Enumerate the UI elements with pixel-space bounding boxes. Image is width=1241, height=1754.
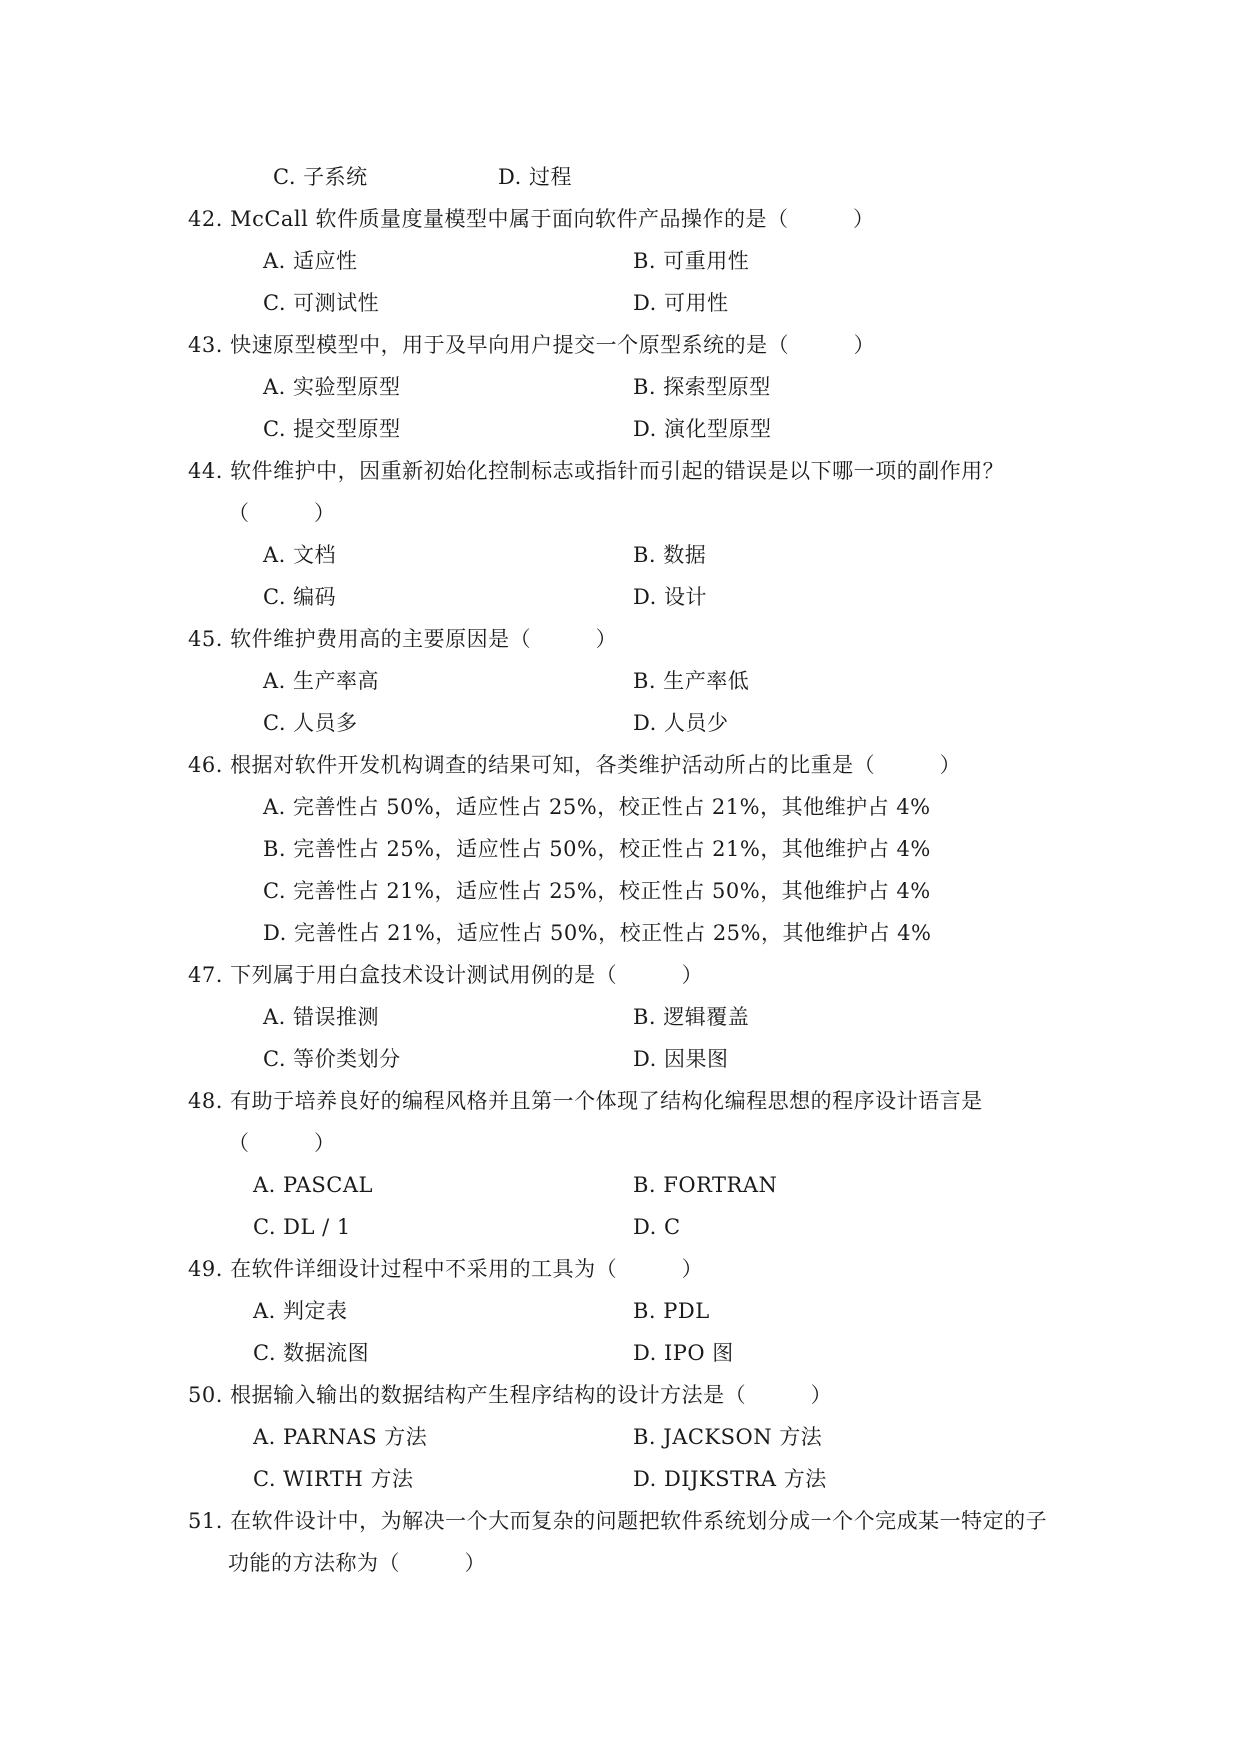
question-48-stem: 48. 有助于培养良好的编程风格并且第一个体现了结构化编程思想的程序设计语言是 [188,1089,983,1113]
question-46-option-c: C. 完善性占 21%，适应性占 25%，校正性占 50%，其他维护占 4% [263,879,931,903]
question-48-option-a: A. PASCAL [253,1173,373,1197]
question-51-stem-continued: 功能的方法称为（ ） [228,1551,486,1575]
question-44-option-a: A. 文档 [263,543,337,567]
question-47-option-c: C. 等价类划分 [263,1047,401,1071]
question-46-option-d: D. 完善性占 21%，适应性占 50%，校正性占 25%，其他维护占 4% [263,921,932,945]
question-49-option-d: D. IPO 图 [633,1341,734,1365]
question-45-stem: 45. 软件维护费用高的主要原因是（ ） [188,627,618,651]
question-50-option-d: D. DIJKSTRA 方法 [633,1467,827,1491]
question-43-stem: 43. 快速原型模型中，用于及早向用户提交一个原型系统的是（ ） [188,333,876,357]
question-47-stem: 47. 下列属于用白盒技术设计测试用例的是（ ） [188,963,704,987]
option-c-subsystem: C. 子系统 [273,165,368,189]
question-48-option-d: D. C [633,1215,681,1239]
question-51-stem: 51. 在软件设计中，为解决一个大而复杂的问题把软件系统划分成一个个完成某一特定的子 [188,1509,1048,1533]
question-49-option-a: A. 判定表 [253,1299,348,1323]
question-44-option-b: B. 数据 [633,543,707,567]
question-45-option-d: D. 人员少 [633,711,729,735]
question-42-stem: 42. McCall 软件质量度量模型中属于面向软件产品操作的是（ ） [188,207,875,231]
question-50-option-b: B. JACKSON 方法 [633,1425,823,1449]
question-45-option-c: C. 人员多 [263,711,358,735]
question-44-stem-continued: （ ） [228,501,336,525]
question-48-stem-continued: （ ） [228,1131,336,1155]
question-46-stem: 46. 根据对软件开发机构调查的结果可知，各类维护活动所占的比重是（ ） [188,753,962,777]
question-43-option-a: A. 实验型原型 [263,375,401,399]
question-43-option-b: B. 探索型原型 [633,375,771,399]
question-46-option-b: B. 完善性占 25%，适应性占 50%，校正性占 21%，其他维护占 4% [263,837,931,861]
question-47-option-a: A. 错误推测 [263,1005,380,1029]
question-50-option-a: A. PARNAS 方法 [253,1425,428,1449]
question-42-option-b: B. 可重用性 [633,249,750,273]
question-47-option-b: B. 逻辑覆盖 [633,1005,750,1029]
question-43-option-d: D. 演化型原型 [633,417,772,441]
question-45-option-a: A. 生产率高 [263,669,380,693]
question-49-option-c: C. 数据流图 [253,1341,370,1365]
question-43-option-c: C. 提交型原型 [263,417,401,441]
question-42-option-c: C. 可测试性 [263,291,380,315]
question-42-option-d: D. 可用性 [633,291,729,315]
question-42-option-a: A. 适应性 [263,249,358,273]
option-d-process: D. 过程 [498,165,572,189]
question-47-option-d: D. 因果图 [633,1047,729,1071]
question-44-option-c: C. 编码 [263,585,337,609]
question-48-option-b: B. FORTRAN [633,1173,778,1197]
question-48-option-c: C. DL / 1 [253,1215,351,1239]
question-50-option-c: C. WIRTH 方法 [253,1467,414,1491]
question-50-stem: 50. 根据输入输出的数据结构产生程序结构的设计方法是（ ） [188,1383,833,1407]
question-45-option-b: B. 生产率低 [633,669,750,693]
question-49-option-b: B. PDL [633,1299,710,1323]
question-49-stem: 49. 在软件详细设计过程中不采用的工具为（ ） [188,1257,704,1281]
question-44-option-d: D. 设计 [633,585,707,609]
question-46-option-a: A. 完善性占 50%，适应性占 25%，校正性占 21%，其他维护占 4% [263,795,931,819]
question-44-stem: 44. 软件维护中，因重新初始化控制标志或指针而引起的错误是以下哪一项的副作用？ [188,459,1005,483]
